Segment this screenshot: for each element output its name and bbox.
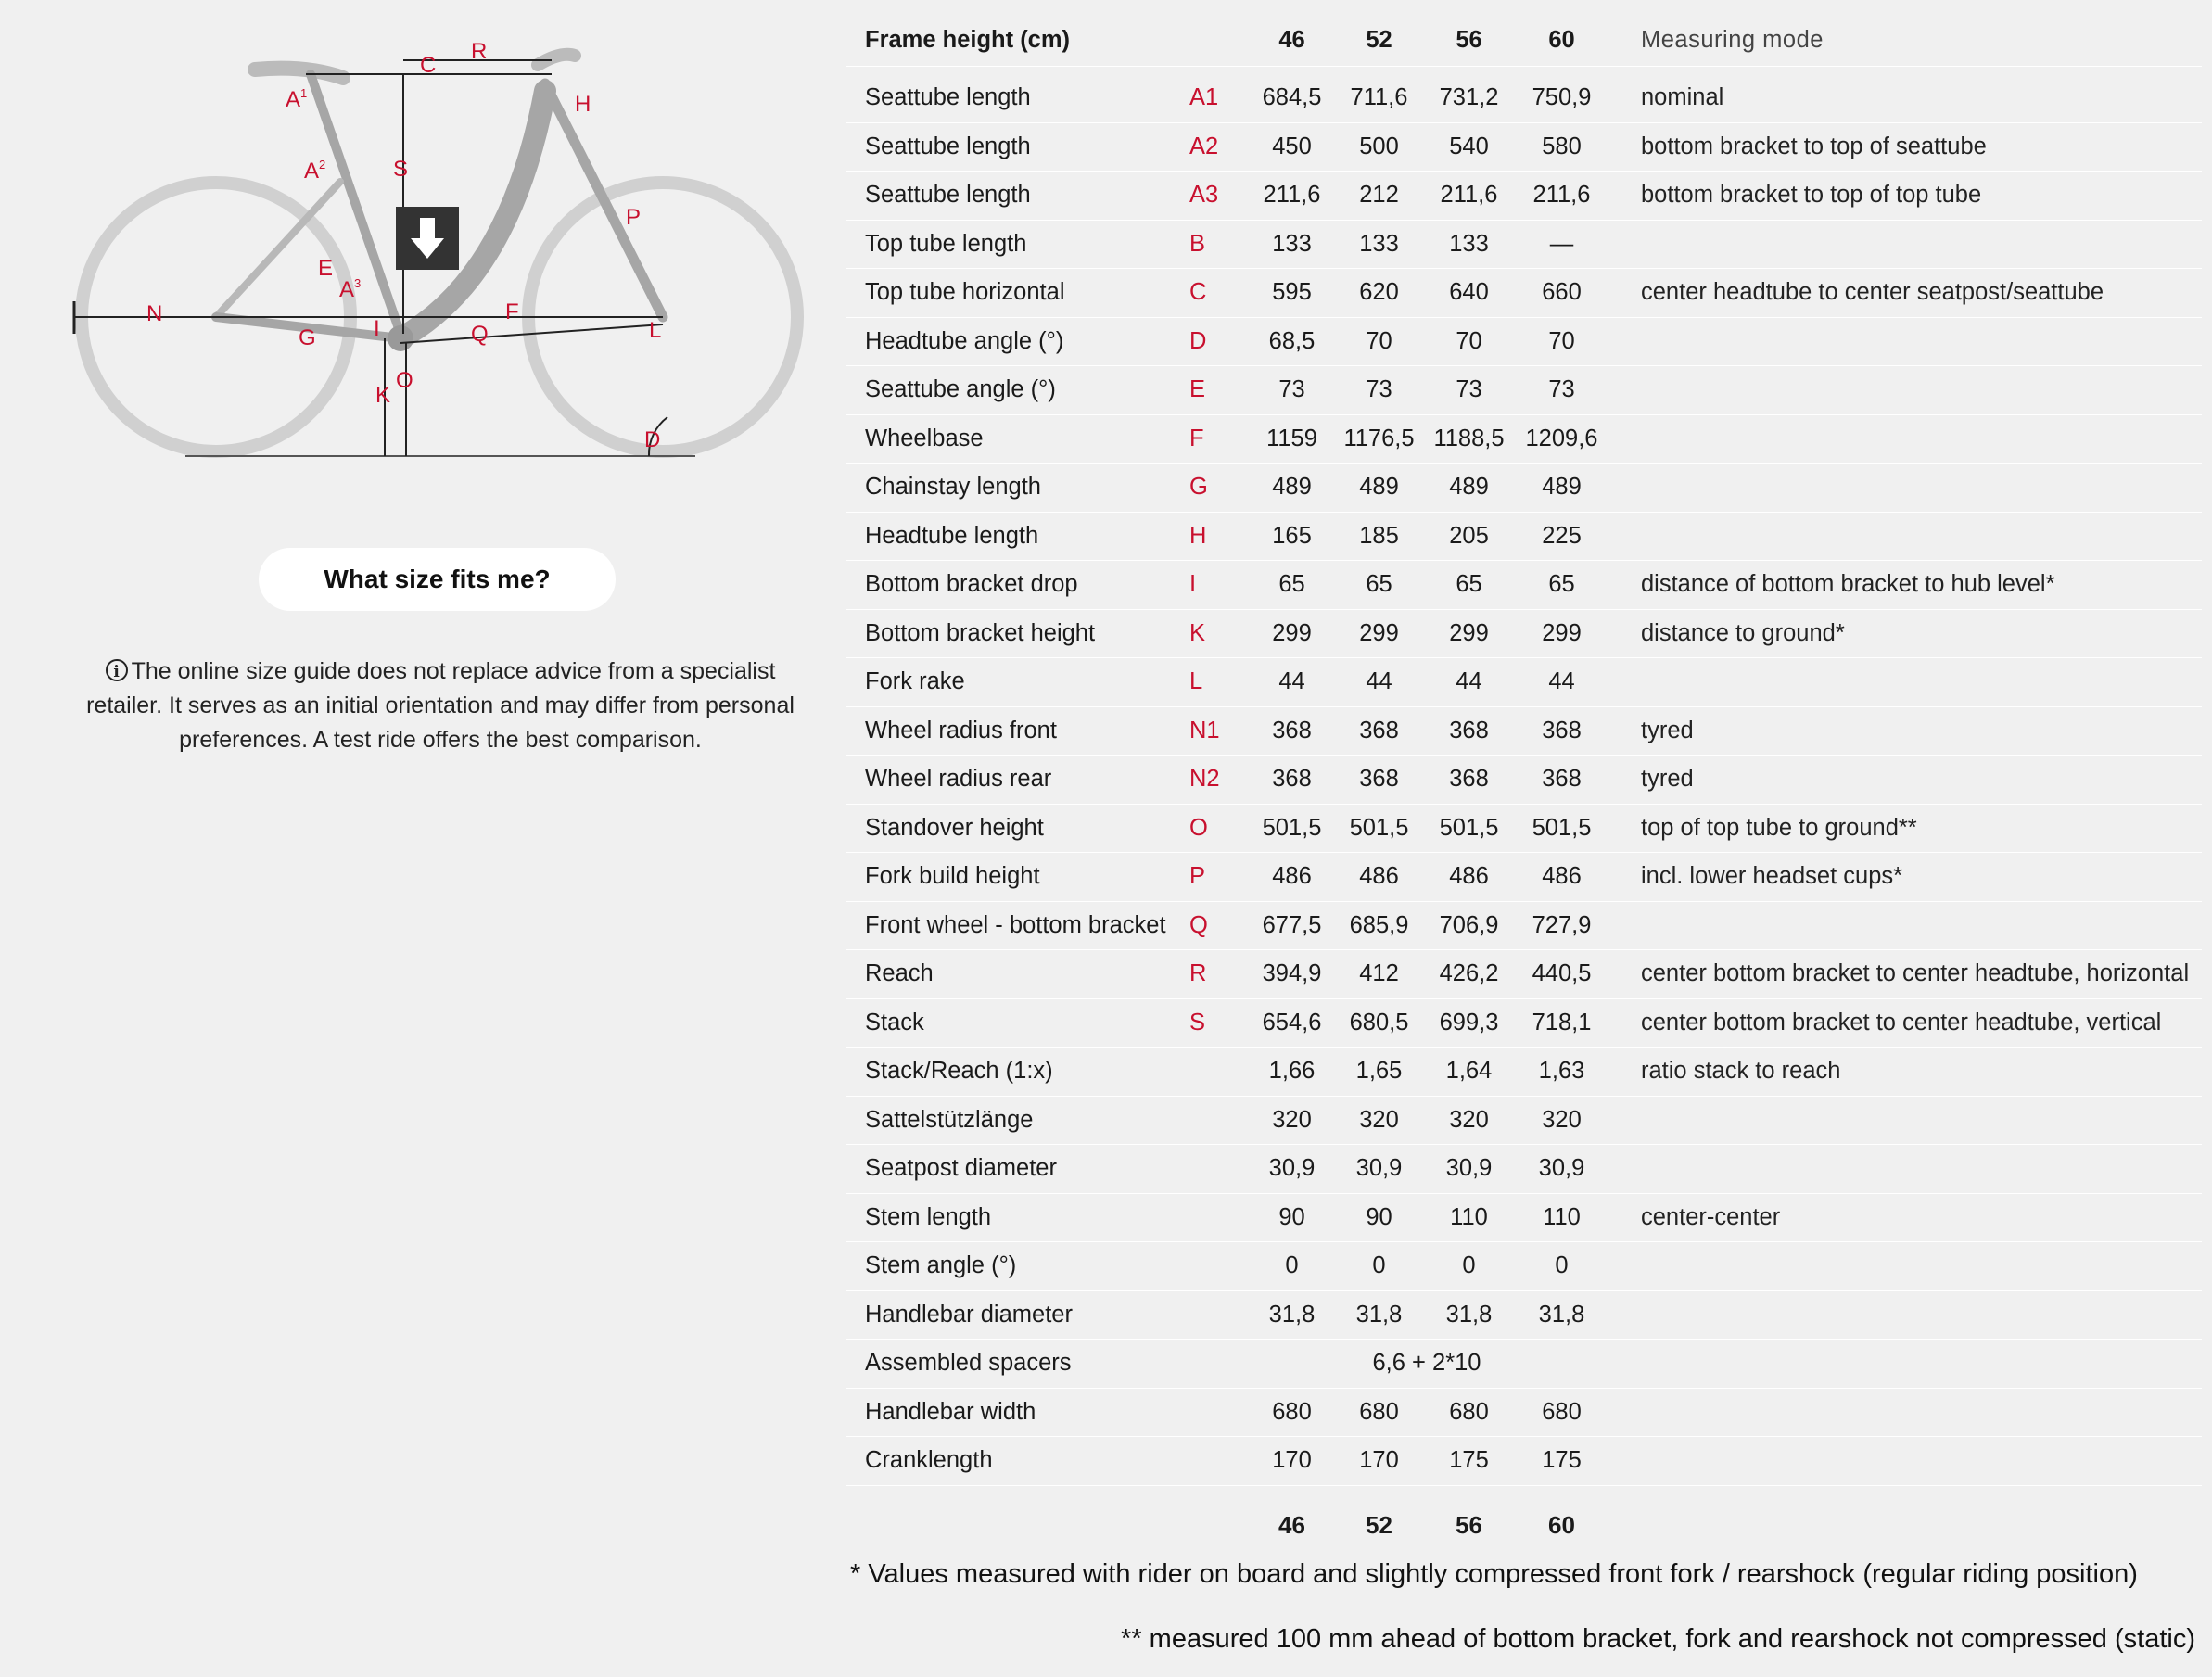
row-letter: B bbox=[1189, 230, 1206, 257]
what-size-fits-me-button[interactable]: What size fits me? bbox=[259, 548, 616, 611]
row-value: 299 bbox=[1359, 619, 1399, 646]
row-value: 750,9 bbox=[1532, 84, 1592, 111]
row-value: 706,9 bbox=[1439, 911, 1499, 938]
row-value: 640 bbox=[1449, 279, 1489, 306]
row-mode: bottom bracket to top of top tube bbox=[1641, 182, 1982, 209]
row-value: 368 bbox=[1542, 766, 1582, 793]
row-value: 31,8 bbox=[1268, 1301, 1316, 1328]
row-mode: center bottom bracket to center headtube, horizontal bbox=[1641, 960, 2190, 987]
table-header-row bbox=[846, 15, 2202, 67]
table-row bbox=[846, 902, 2202, 951]
row-label: Fork rake bbox=[865, 668, 965, 695]
row-value: 133 bbox=[1359, 230, 1399, 257]
row-letter: G bbox=[1189, 474, 1208, 501]
row-label: Seattube length bbox=[865, 182, 1031, 209]
row-value: 595 bbox=[1272, 279, 1312, 306]
row-value: 299 bbox=[1272, 619, 1312, 646]
row-value: 1188,5 bbox=[1433, 425, 1505, 451]
svg-text:D: D bbox=[644, 427, 661, 452]
table-row bbox=[846, 221, 2202, 270]
row-value: 580 bbox=[1542, 133, 1582, 159]
table-row bbox=[846, 1145, 2202, 1194]
row-value: 65 bbox=[1548, 571, 1575, 598]
saddle bbox=[255, 69, 343, 78]
row-value: 44 bbox=[1456, 668, 1482, 695]
row-value: 65 bbox=[1366, 571, 1392, 598]
row-value: 426,2 bbox=[1439, 960, 1499, 987]
row-letter: N1 bbox=[1189, 717, 1220, 743]
row-value: 211,6 bbox=[1532, 182, 1591, 209]
table-row bbox=[846, 269, 2202, 318]
table-row bbox=[846, 853, 2202, 902]
svg-text:P: P bbox=[626, 205, 642, 230]
table-row bbox=[846, 1194, 2202, 1243]
row-value: 73 bbox=[1366, 376, 1392, 403]
row-value: 70 bbox=[1456, 327, 1482, 354]
row-value: 44 bbox=[1548, 668, 1575, 695]
row-value: 299 bbox=[1449, 619, 1489, 646]
table-row bbox=[846, 1340, 2202, 1389]
row-value: 1209,6 bbox=[1525, 425, 1598, 451]
row-mode: center-center bbox=[1641, 1203, 1781, 1230]
row-label: Front wheel - bottom bracket bbox=[865, 911, 1166, 938]
size-header: 60 bbox=[1548, 27, 1575, 53]
row-letter: A1 bbox=[1189, 84, 1219, 111]
size-footer: 56 bbox=[1456, 1511, 1482, 1539]
row-label: Headtube angle (°) bbox=[865, 327, 1064, 354]
row-value: 684,5 bbox=[1262, 84, 1322, 111]
row-label: Stack bbox=[865, 1009, 924, 1035]
svg-text:O: O bbox=[396, 368, 413, 393]
table-footer-sizes bbox=[846, 1486, 2202, 1566]
table-row bbox=[846, 415, 2202, 464]
row-value: 68,5 bbox=[1268, 327, 1316, 354]
row-value: 440,5 bbox=[1532, 960, 1592, 987]
row-value: 501,5 bbox=[1439, 814, 1499, 841]
row-value: 500 bbox=[1359, 133, 1399, 159]
row-mode: tyred bbox=[1641, 766, 1694, 793]
row-mode: incl. lower headset cups* bbox=[1641, 863, 1903, 890]
svg-text:A1: $A^1$ bbox=[286, 86, 308, 112]
row-letter: D bbox=[1189, 327, 1207, 354]
row-label: Top tube horizontal bbox=[865, 279, 1065, 306]
row-label: Handlebar diameter bbox=[865, 1301, 1073, 1328]
row-value: 486 bbox=[1359, 863, 1399, 890]
row-value: 1159 bbox=[1266, 425, 1317, 451]
row-value: 731,2 bbox=[1439, 84, 1499, 111]
table-row bbox=[846, 318, 2202, 367]
row-label: Wheel radius rear bbox=[865, 766, 1052, 793]
row-value: 489 bbox=[1359, 474, 1399, 501]
row-value: 30,9 bbox=[1268, 1155, 1316, 1182]
row-value: 70 bbox=[1366, 327, 1392, 354]
size-header: 56 bbox=[1456, 27, 1482, 53]
row-value: 501,5 bbox=[1262, 814, 1322, 841]
table-row bbox=[846, 805, 2202, 854]
row-value: 133 bbox=[1272, 230, 1312, 257]
row-letter: F bbox=[1189, 425, 1204, 451]
table-row bbox=[846, 366, 2202, 415]
row-value: 501,5 bbox=[1532, 814, 1592, 841]
row-value: 225 bbox=[1542, 522, 1582, 549]
row-value: 1176,5 bbox=[1343, 425, 1415, 451]
arrow-down-icon bbox=[396, 207, 459, 270]
table-row bbox=[846, 1389, 2202, 1438]
row-value: 170 bbox=[1272, 1447, 1312, 1474]
svg-text:R: R bbox=[471, 39, 488, 64]
table-row bbox=[846, 707, 2202, 756]
row-value: 133 bbox=[1449, 230, 1489, 257]
geometry-diagram-panel bbox=[0, 0, 834, 1677]
row-value: 205 bbox=[1449, 522, 1489, 549]
row-mode: center bottom bracket to center headtube, vertical bbox=[1641, 1009, 2162, 1035]
footnote-single-asterisk: * Values measured with rider on board and slightly compressed front fork / rearshock (regular riding position) bbox=[850, 1559, 2138, 1589]
svg-text:S: S bbox=[393, 157, 409, 182]
row-value: 450 bbox=[1272, 133, 1312, 159]
info-icon: i bbox=[106, 659, 128, 681]
row-value: 540 bbox=[1449, 133, 1489, 159]
row-label: Chainstay length bbox=[865, 474, 1041, 501]
table-row bbox=[846, 1097, 2202, 1146]
row-value: 31,8 bbox=[1445, 1301, 1493, 1328]
row-value: 680 bbox=[1449, 1398, 1489, 1425]
row-value: 620 bbox=[1359, 279, 1399, 306]
size-header: 52 bbox=[1366, 27, 1392, 53]
row-value: 90 bbox=[1366, 1203, 1392, 1230]
row-value: 486 bbox=[1449, 863, 1489, 890]
row-value: 44 bbox=[1366, 668, 1392, 695]
row-value: 30,9 bbox=[1355, 1155, 1403, 1182]
row-value: 185 bbox=[1359, 522, 1399, 549]
row-mode: nominal bbox=[1641, 84, 1724, 111]
row-value: 368 bbox=[1449, 766, 1489, 793]
table-row bbox=[846, 464, 2202, 513]
row-value: 0 bbox=[1555, 1252, 1569, 1279]
row-label: Fork build height bbox=[865, 863, 1040, 890]
row-value-span: 6,6 + 2*10 bbox=[1372, 1350, 1481, 1377]
row-label: Stem angle (°) bbox=[865, 1252, 1017, 1279]
row-value: 30,9 bbox=[1538, 1155, 1585, 1182]
row-value: 30,9 bbox=[1445, 1155, 1493, 1182]
row-value: 320 bbox=[1272, 1106, 1312, 1133]
row-mode: center headtube to center seatpost/seattube bbox=[1641, 279, 2104, 306]
row-value: 489 bbox=[1449, 474, 1489, 501]
row-value: 680 bbox=[1359, 1398, 1399, 1425]
row-value: 170 bbox=[1359, 1447, 1399, 1474]
table-row bbox=[846, 513, 2202, 562]
row-value: 368 bbox=[1542, 717, 1582, 743]
row-letter: H bbox=[1189, 522, 1207, 549]
row-value: 165 bbox=[1272, 522, 1312, 549]
row-mode: tyred bbox=[1641, 717, 1694, 743]
row-value: 65 bbox=[1456, 571, 1482, 598]
row-value: 70 bbox=[1548, 327, 1575, 354]
row-value: 0 bbox=[1285, 1252, 1299, 1279]
row-label: Stack/Reach (1:x) bbox=[865, 1058, 1053, 1085]
row-label: Assembled spacers bbox=[865, 1350, 1072, 1377]
size-footer: 46 bbox=[1278, 1511, 1305, 1539]
row-value: 711,6 bbox=[1350, 84, 1408, 111]
table-row bbox=[846, 1437, 2202, 1486]
table-row bbox=[846, 610, 2202, 659]
row-label: Wheelbase bbox=[865, 425, 984, 451]
size-header: 46 bbox=[1278, 27, 1305, 53]
table-row bbox=[846, 950, 2202, 999]
row-letter: A2 bbox=[1189, 133, 1219, 159]
table-row bbox=[846, 1242, 2202, 1291]
row-value: 680,5 bbox=[1349, 1009, 1409, 1035]
row-label: Seattube angle (°) bbox=[865, 376, 1056, 403]
row-mode: distance of bottom bracket to hub level* bbox=[1641, 571, 2055, 598]
row-value: 685,9 bbox=[1349, 911, 1409, 938]
size-footer: 52 bbox=[1366, 1511, 1392, 1539]
row-mode: bottom bracket to top of seattube bbox=[1641, 133, 1987, 159]
row-letter: N2 bbox=[1189, 766, 1220, 793]
table-row bbox=[846, 561, 2202, 610]
row-label: Cranklength bbox=[865, 1447, 993, 1474]
size-guide-disclaimer bbox=[74, 654, 807, 757]
row-value: 31,8 bbox=[1538, 1301, 1585, 1328]
row-letter: K bbox=[1189, 619, 1206, 646]
table-row bbox=[846, 74, 2202, 123]
table-row bbox=[846, 999, 2202, 1048]
row-letter: Q bbox=[1189, 911, 1208, 938]
row-letter: I bbox=[1189, 571, 1197, 598]
row-mode: distance to ground* bbox=[1641, 619, 1845, 646]
row-value: 368 bbox=[1449, 717, 1489, 743]
row-value: 211,6 bbox=[1440, 182, 1498, 209]
table-row bbox=[846, 123, 2202, 172]
size-footer: 60 bbox=[1548, 1511, 1575, 1539]
table-row bbox=[846, 1048, 2202, 1097]
svg-text:A2: $A^2$ bbox=[304, 158, 326, 184]
row-value: 489 bbox=[1272, 474, 1312, 501]
row-label: Seattube length bbox=[865, 133, 1031, 159]
row-label: Stem length bbox=[865, 1203, 992, 1230]
row-label: Bottom bracket drop bbox=[865, 571, 1078, 598]
row-value: 320 bbox=[1542, 1106, 1582, 1133]
svg-text:Q: Q bbox=[471, 322, 489, 347]
row-value: 211,6 bbox=[1263, 182, 1321, 209]
row-mode: ratio stack to reach bbox=[1641, 1058, 1841, 1085]
row-value: 299 bbox=[1542, 619, 1582, 646]
row-value: 320 bbox=[1449, 1106, 1489, 1133]
row-mode: top of top tube to ground** bbox=[1641, 814, 1917, 841]
row-value: 727,9 bbox=[1532, 911, 1592, 938]
row-value: 1,65 bbox=[1355, 1058, 1403, 1085]
row-value: 368 bbox=[1359, 766, 1399, 793]
svg-text:I: I bbox=[374, 316, 380, 341]
row-value: 1,63 bbox=[1538, 1058, 1585, 1085]
row-value: 0 bbox=[1462, 1252, 1476, 1279]
row-value: 90 bbox=[1278, 1203, 1305, 1230]
row-label: Handlebar width bbox=[865, 1398, 1036, 1425]
row-value: 699,3 bbox=[1439, 1009, 1499, 1035]
row-value: 1,64 bbox=[1445, 1058, 1493, 1085]
row-value: 73 bbox=[1456, 376, 1482, 403]
row-label: Bottom bracket height bbox=[865, 619, 1096, 646]
svg-text:L: L bbox=[649, 318, 662, 343]
svg-text:N: N bbox=[146, 301, 163, 326]
footnote-double-asterisk: ** measured 100 mm ahead of bottom bracket, fork and rearshock not compressed (static) bbox=[1121, 1624, 2195, 1654]
table-body bbox=[846, 74, 2202, 1486]
row-value: 394,9 bbox=[1262, 960, 1322, 987]
row-value: 368 bbox=[1272, 717, 1312, 743]
row-letter: R bbox=[1189, 960, 1207, 987]
disclaimer-text: The online size guide does not replace advice from a specialist retailer. It serves as an initial orientation and may differ from personal preferences. A test ride offers the best comparison. bbox=[86, 658, 795, 753]
row-label: Sattelstützlänge bbox=[865, 1106, 1034, 1133]
row-value: — bbox=[1549, 230, 1574, 257]
row-value: 31,8 bbox=[1355, 1301, 1403, 1328]
geometry-table bbox=[846, 15, 2202, 1566]
svg-text:H: H bbox=[575, 92, 591, 117]
svg-text:F: F bbox=[505, 299, 519, 324]
row-letter: L bbox=[1189, 668, 1203, 695]
row-letter: P bbox=[1189, 863, 1206, 890]
table-row bbox=[846, 658, 2202, 707]
row-value: 680 bbox=[1542, 1398, 1582, 1425]
row-label: Wheel radius front bbox=[865, 717, 1057, 743]
row-value: 73 bbox=[1278, 376, 1305, 403]
row-label: Top tube length bbox=[865, 230, 1027, 257]
table-row bbox=[846, 1291, 2202, 1340]
svg-text:E: E bbox=[318, 256, 334, 281]
row-value: 73 bbox=[1548, 376, 1575, 403]
row-label: Seatpost diameter bbox=[865, 1155, 1057, 1182]
row-value: 175 bbox=[1542, 1447, 1582, 1474]
table-row bbox=[846, 172, 2202, 221]
row-value: 486 bbox=[1272, 863, 1312, 890]
row-value: 44 bbox=[1278, 668, 1305, 695]
row-letter: A3 bbox=[1189, 182, 1219, 209]
row-value: 489 bbox=[1542, 474, 1582, 501]
row-value: 0 bbox=[1372, 1252, 1386, 1279]
row-value: 368 bbox=[1359, 717, 1399, 743]
row-label: Headtube length bbox=[865, 522, 1039, 549]
svg-text:K: K bbox=[375, 383, 391, 408]
row-letter: C bbox=[1189, 279, 1207, 306]
row-value: 501,5 bbox=[1349, 814, 1409, 841]
svg-text:C: C bbox=[420, 53, 437, 78]
measuring-mode-header: Measuring mode bbox=[1641, 27, 1824, 53]
row-value: 110 bbox=[1543, 1203, 1581, 1230]
bike-geometry-diagram bbox=[56, 19, 807, 473]
row-value: 677,5 bbox=[1262, 911, 1322, 938]
row-value: 680 bbox=[1272, 1398, 1312, 1425]
row-label: Standover height bbox=[865, 814, 1044, 841]
row-value: 175 bbox=[1449, 1447, 1489, 1474]
row-value: 1,66 bbox=[1268, 1058, 1316, 1085]
row-value: 110 bbox=[1450, 1203, 1488, 1230]
svg-text:G: G bbox=[299, 325, 316, 350]
svg-text:A3: $A^3$ bbox=[339, 276, 362, 302]
row-value: 65 bbox=[1278, 571, 1305, 598]
row-value: 486 bbox=[1542, 863, 1582, 890]
row-value: 412 bbox=[1359, 960, 1399, 987]
row-value: 654,6 bbox=[1262, 1009, 1322, 1035]
row-value: 368 bbox=[1272, 766, 1312, 793]
frame-height-header: Frame height (cm) bbox=[865, 27, 1071, 53]
row-letter: S bbox=[1189, 1009, 1206, 1035]
row-letter: O bbox=[1189, 814, 1208, 841]
row-label: Seattube length bbox=[865, 84, 1031, 111]
row-value: 660 bbox=[1542, 279, 1582, 306]
table-row bbox=[846, 756, 2202, 805]
row-value: 212 bbox=[1359, 182, 1399, 209]
row-label: Reach bbox=[865, 960, 934, 987]
row-letter: E bbox=[1189, 376, 1206, 403]
row-value: 320 bbox=[1359, 1106, 1399, 1133]
row-value: 718,1 bbox=[1532, 1009, 1592, 1035]
